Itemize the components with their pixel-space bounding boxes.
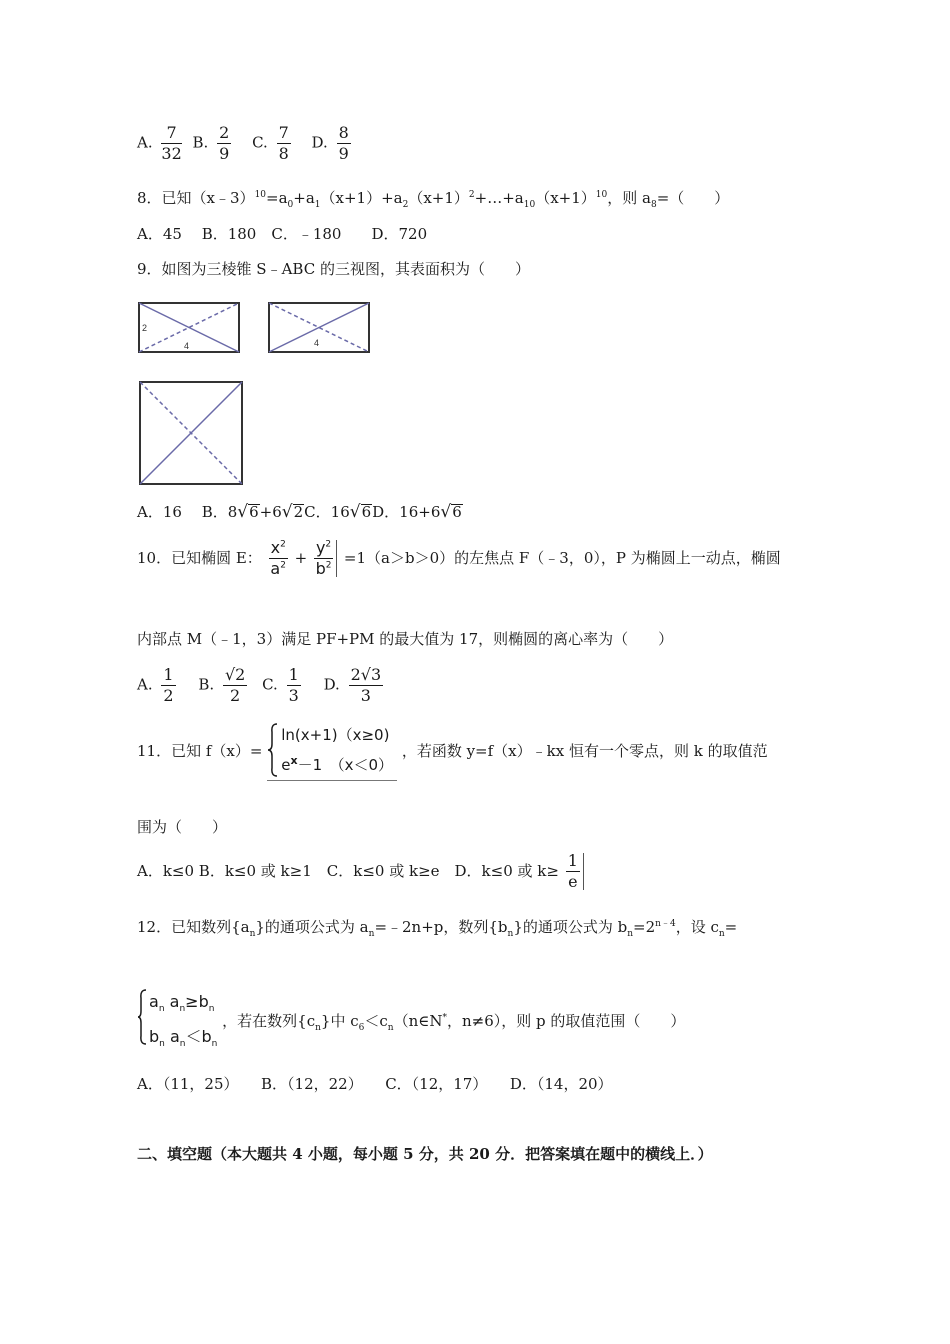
fraction: $\frac{1}{3}$ bbox=[288, 665, 299, 705]
option-label: D. bbox=[311, 133, 328, 152]
piecewise-function bbox=[267, 722, 397, 781]
q12-stem-line2: $a_n$ $a_n\ge b_n$ $b_n$ $a_n<b_n$ ，若在数列$\{c_n\}$中 $c_6<c_n(n\in N^*$，n≠6），则 p 的取值范围（ ） bbox=[137, 988, 685, 1058]
dim-label-4: 4 bbox=[184, 341, 190, 351]
sqrt-sign: √ bbox=[237, 502, 249, 522]
q9-options: A．16 B．8√6+6√2C．16√6D．16+6√6 bbox=[137, 502, 462, 522]
left-brace-icon bbox=[267, 722, 279, 778]
q10-stem: 10．已知椭圆 E： $\frac{x^2}{a^2}$ + $\frac{y^2}{b^2}$ =1（a＞b＞0）的左焦点 F（﹣3，0），P 为椭圆上一动点，椭圆 bbox=[137, 538, 781, 578]
sqrt-sign: √ bbox=[349, 502, 361, 522]
case-row-1: $a_n$ $a_n\ge b_n$ bbox=[149, 992, 215, 1015]
sqrt-sign: √ bbox=[281, 502, 293, 522]
q7-option-a bbox=[137, 125, 188, 162]
q10-stem-line2: 内部点 M（﹣1，3）满足 PF+PM 的最大值为 17，则椭圆的离心率为（ ） bbox=[137, 630, 674, 648]
q10-option-d: D. $\frac{2√3}{3}$ bbox=[323, 665, 382, 705]
fraction: $\frac{8}{9}$ bbox=[338, 123, 349, 163]
q11-options: A．k≤0 B．k≤0 或 k≥1 C．k≤0 或 k≥e D．k≤0 或 k≥ $\frac{1}{e}$ bbox=[137, 853, 590, 890]
q12-options: A．（11，25） B．（12，22） C．（12，17） D．（14，20） bbox=[137, 1075, 613, 1093]
option-label: C. bbox=[252, 133, 268, 152]
piecewise-sequence bbox=[137, 988, 217, 1058]
q10-options bbox=[137, 667, 389, 704]
section-heading: 二、填空题（本大题共 4 小题，每小题 5 分，共 20 分．把答案填在题中的横线上．） bbox=[137, 1145, 713, 1163]
q8-stem: 8．已知$(x﹣3)^{10}=a_0+a_1(x+1)+a_2(x+1)^2+\dots+a_{10}(x+1)^{10}$，则 $a_8=$（ ） bbox=[137, 189, 730, 210]
case-row-2: $e^x-1$ （x＜0） bbox=[281, 754, 394, 774]
option-label: B. bbox=[192, 133, 209, 152]
front-view-diagram bbox=[135, 300, 245, 356]
fraction: $\frac{√2}{2}$ bbox=[224, 665, 246, 705]
sqrt-sign: √ bbox=[440, 502, 452, 522]
q10-option-b: B. $\frac{√2}{2}$ bbox=[198, 665, 246, 705]
q9-stem: 9．如图为三棱锥 S﹣ABC 的三视图，其表面积为（ ） bbox=[137, 260, 530, 278]
q7-options bbox=[137, 125, 357, 162]
case-row-1: ln(x+1)（x≥0) bbox=[281, 726, 390, 744]
q11-stem: 11．已知 f（x）= ln(x+1)（x≥0) $e^x-1$ （x＜0） ，若函数 y=f（x）﹣kx 恒有一个零点，则 k 的取值范 bbox=[137, 722, 768, 781]
q11-stem-line2: 围为（ ） bbox=[137, 818, 228, 836]
q10-option-a: A. $\frac{1}{2}$ bbox=[137, 665, 174, 705]
dim-label-2: 2 bbox=[142, 323, 148, 333]
fraction: $\frac{7}{8}$ bbox=[278, 123, 289, 163]
left-brace-icon bbox=[137, 988, 148, 1046]
q7-option-d bbox=[312, 125, 357, 162]
option-label: A. bbox=[137, 133, 153, 152]
y-over-b-fraction: $\frac{y^2}{b^2}$ bbox=[314, 540, 337, 577]
fraction: $\frac{1}{e}$ bbox=[566, 853, 584, 890]
q12-stem: 12．已知数列$\{a_n\}$的通项公式为 $a_n=﹣2n+p$，数列$\{b_n\}$的通项公式为 $b_n=2^{n﹣4}$，设 $c_n=$ bbox=[137, 918, 738, 939]
fraction: $\frac{2√3}{3}$ bbox=[350, 665, 382, 705]
dim-label-4: 4 bbox=[314, 338, 320, 348]
side-view-diagram bbox=[265, 300, 375, 356]
q10-option-c: C. $\frac{1}{3}$ bbox=[262, 665, 299, 705]
top-view-diagram bbox=[135, 378, 247, 488]
x-over-a-fraction: $\frac{x^2}{a^2}$ bbox=[270, 538, 286, 578]
fraction: $\frac{2}{9}$ bbox=[219, 123, 230, 163]
q8-options: A．45 B．180 C．﹣180 D．720 bbox=[137, 225, 428, 243]
fraction: $\frac{7}{32}$ bbox=[161, 123, 182, 163]
case-row-2: $b_n$ $a_n<b_n$ bbox=[149, 1027, 218, 1050]
fraction: $\frac{1}{2}$ bbox=[163, 665, 174, 705]
q7-option-c bbox=[252, 125, 297, 162]
q7-option-b bbox=[193, 125, 238, 162]
